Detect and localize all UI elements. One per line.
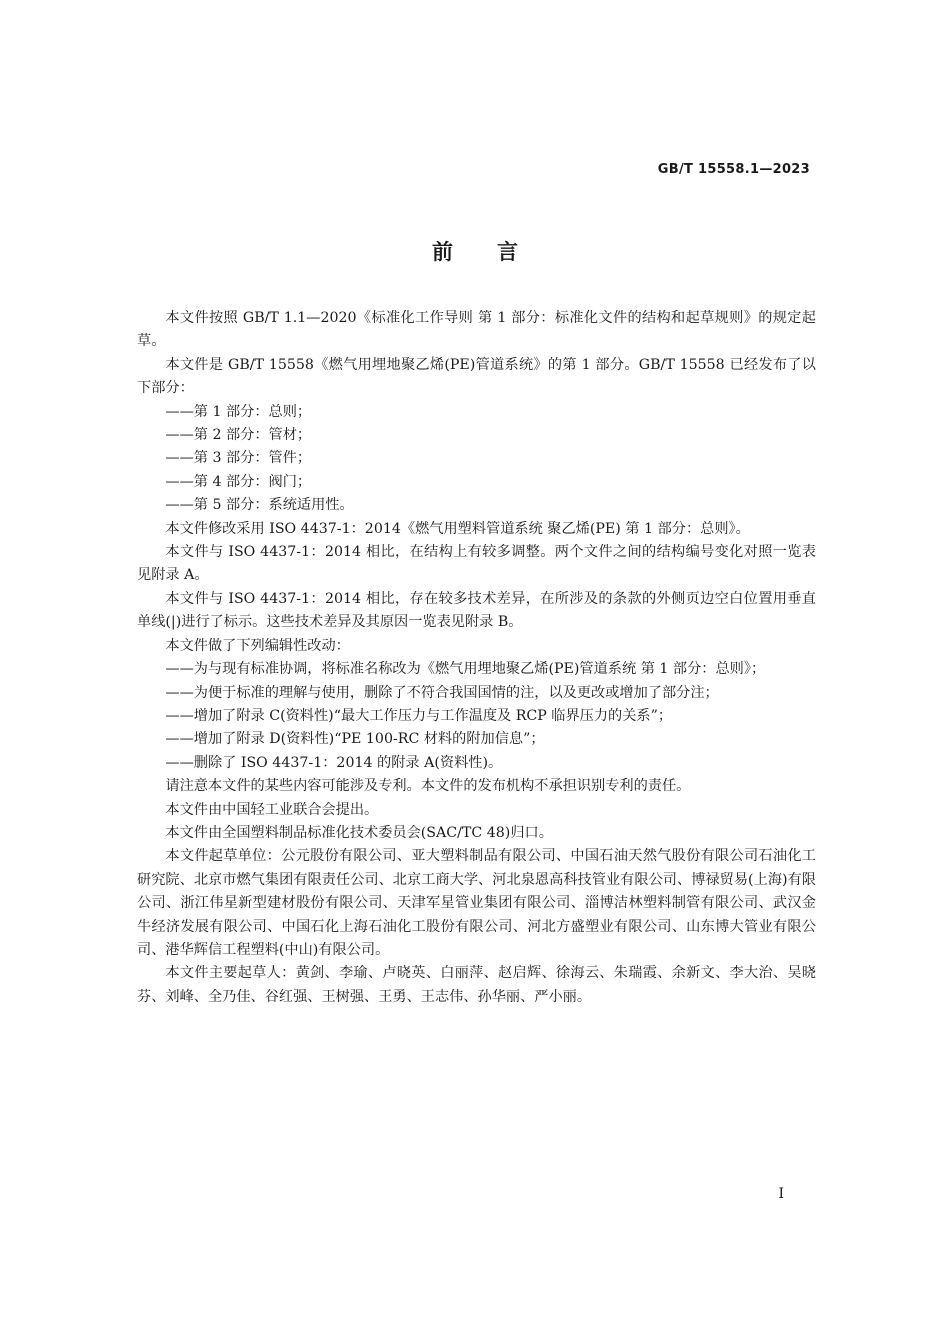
paragraph: 请注意本文件的某些内容可能涉及专利。本文件的发布机构不承担识别专利的责任。 xyxy=(165,778,691,795)
list-item: ——为与现有标准协调，将标准名称改为《燃气用埋地聚乙烯(PE)管道系统 第 1 部分：总则》； xyxy=(165,661,766,678)
paragraph: 本文件由中国轻工业联合会提出。 xyxy=(165,801,379,818)
list-item: ——增加了附录 D(资料性)“PE 100-RC 材料的附加信息”； xyxy=(165,731,545,748)
list-item: ——为便于标准的理解与使用，删除了不符合我国国情的注，以及更改或增加了部分注； xyxy=(165,684,719,701)
paragraph: 本文件起草单位：公元股份有限公司、亚大塑料制品有限公司、中国石油天然气股份有限公司石油化工研究院、北京市燃气集团有限责任公司、北京工商大学、河北泉恩高科技管业有限公司、博禄贸易(上海)有限公司、浙江伟星新型建材股份有限公司、天津军星管业集团有限公司、淄博洁林塑料制管有限公司、武汉金牛经济发展有限公司、中国石化上海石油化工股份有限公司、河北方盛塑业有限公司、山东博大管业有限公司、港华辉信工程塑料(中山)有限公司。 xyxy=(137,848,816,958)
paragraph: 本文件是 GB/T 15558《燃气用埋地聚乙烯(PE)管道系统》的第 1 部分。GB/T 15558 已经发布了以下部分： xyxy=(137,356,816,397)
list-item: ——增加了附录 C(资料性)“最大工作压力与工作温度及 RCP 临界压力的关系”； xyxy=(165,707,673,724)
paragraph: 本文件按照 GB/T 1.1—2020《标准化工作导则 第 1 部分：标准化文件的结构和起草规则》的规定起草。 xyxy=(137,310,816,350)
list-item: ——第 1 部分：总则； xyxy=(165,403,312,420)
list-item: ——删除了 ISO 4437-1：2014 的附录 A(资料性)。 xyxy=(165,754,503,771)
paragraph: 本文件由全国塑料制品标准化技术委员会(SAC/TC 48)归口。 xyxy=(165,824,553,841)
document-code: GB/T 15558.1—2023 xyxy=(657,162,810,177)
list-item: ——第 5 部分：系统适用性。 xyxy=(165,497,354,514)
document-body xyxy=(137,307,816,1009)
paragraph: 本文件做了下列编辑性改动： xyxy=(165,637,350,654)
list-item: ——第 4 部分：阀门； xyxy=(165,473,312,490)
paragraph: 本文件与 ISO 4437-1：2014 相比，在结构上有较多调整。两个文件之间的结构编号变化对照一览表见附录 A。 xyxy=(137,544,816,584)
list-item: ——第 3 部分：管件； xyxy=(165,450,312,467)
paragraph: 本文件主要起草人：黄剑、李瑜、卢晓英、白丽萍、赵启辉、徐海云、朱瑞霞、余新文、李大治、吴晓芬、刘峰、全乃佳、谷红强、王树强、王勇、王志伟、孙华丽、严小丽。 xyxy=(137,965,816,1005)
page-number: I xyxy=(778,1186,784,1202)
list-item: ——第 2 部分：管材； xyxy=(165,427,312,444)
page-title: 前言 xyxy=(432,240,562,264)
paragraph: 本文件与 ISO 4437-1：2014 相比，存在较多技术差异，在所涉及的条款的外侧页边空白位置用垂直单线(|)进行了标示。这些技术差异及其原因一览表见附录 B。 xyxy=(137,590,816,631)
paragraph: 本文件修改采用 ISO 4437-1：2014《燃气用塑料管道系统 聚乙烯(PE) 第 1 部分：总则》。 xyxy=(165,520,750,537)
